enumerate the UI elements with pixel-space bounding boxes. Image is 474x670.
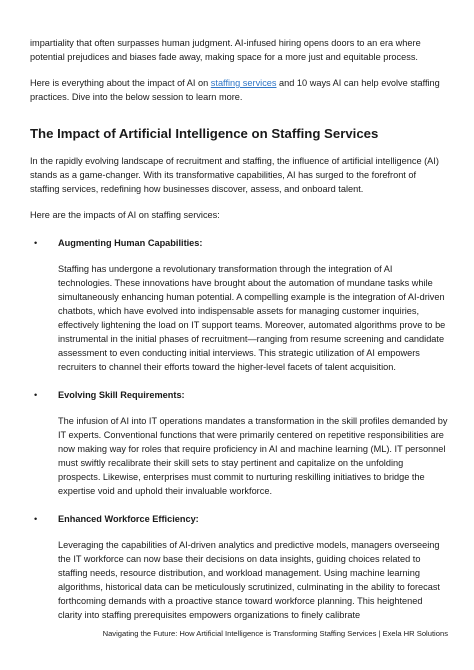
section-paragraph-2: Here are the impacts of AI on staffing services: xyxy=(30,210,220,220)
impacts-list xyxy=(30,236,448,622)
bullet-icon: • xyxy=(34,238,38,248)
intro-text-before-link: Here is everything about the impact of AI on xyxy=(30,78,211,88)
bullet-title: Enhanced Workforce Efficiency: xyxy=(58,514,199,524)
bullet-body: The infusion of AI into IT operations mandates a transformation in the skill profiles demanded by IT experts. Conventional functions that were primarily centered on repetitive responsibilities are now making way for roles that require proficiency in AI and machine learning (ML). IT personnel must swiftly recalibrate their skill sets to stay pertinent and capitalize on the unfolding prospects. Likewise, enterprises must commit to nurturing reskilling initiatives to bridge the expertise void and uphold their invaluable workforce. xyxy=(58,416,448,496)
section-heading: The Impact of Artificial Intelligence on Staffing Services xyxy=(30,126,379,141)
intro-text-after-link: and 10 ways AI can help evolve staffing practices. Dive into the below session to learn more. xyxy=(30,78,440,102)
list-item xyxy=(30,236,448,374)
bullet-title: Augmenting Human Capabilities: xyxy=(58,238,203,248)
bullet-body: Staffing has undergone a revolutionary transformation through the integration of AI technologies. These innovations have brought about the automation of mundane tasks while simultaneously enhancing human potential. A compelling example is the integration of AI-driven chatbots, which have evolved into indispensable assets for managing customer inquiries, effectively lightening the load on IT support teams. Moreover, automated algorithms prove to be instrumental in the initial phases of recruitment—ranging from resume screening and candidate assessment to even conducting initial interviews. This strategic utilization of AI empowers recruiters to channel their efforts toward the higher-level facets of talent acquisition. xyxy=(58,264,446,372)
bullet-body: Leveraging the capabilities of AI-driven analytics and predictive models, managers overseeing the IT workforce can now base their decisions on data insights, guiding choices related to staffing needs, resource distribution, and workload management. Using machine learning algorithms, historical data can be meticulously scrutinized, culminating in the ability to forecast forthcoming demands with a proactive stance toward workforce planning. This heightened clarity into staffing prerequisites empowers organizations to finely calibrate xyxy=(58,540,440,620)
intro-paragraph xyxy=(30,76,448,104)
document-page xyxy=(30,36,448,622)
intro-carryover-paragraph: impartiality that often surpasses human judgment. AI-infused hiring opens doors to an era where potential prejudices and biases fade away, making space for a more just and equitable process. xyxy=(30,38,421,62)
section-paragraph-1: In the rapidly evolving landscape of recruitment and staffing, the influence of artificial intelligence (AI) stands as a game-changer. With its transformative capabilities, AI has surged to the forefront of staffing services, redefining how businesses discover, assess, and onboard talent. xyxy=(30,156,439,194)
staffing-services-link[interactable]: staffing services xyxy=(210,78,277,88)
page-footer: Navigating the Future: How Artificial Intelligence is Transforming Staffing Services | Exela HR Solutions xyxy=(102,629,448,638)
bullet-icon: • xyxy=(34,514,38,524)
bullet-icon: • xyxy=(34,390,38,400)
list-item xyxy=(30,388,448,498)
bullet-title: Evolving Skill Requirements: xyxy=(58,390,185,400)
list-item xyxy=(30,512,448,622)
